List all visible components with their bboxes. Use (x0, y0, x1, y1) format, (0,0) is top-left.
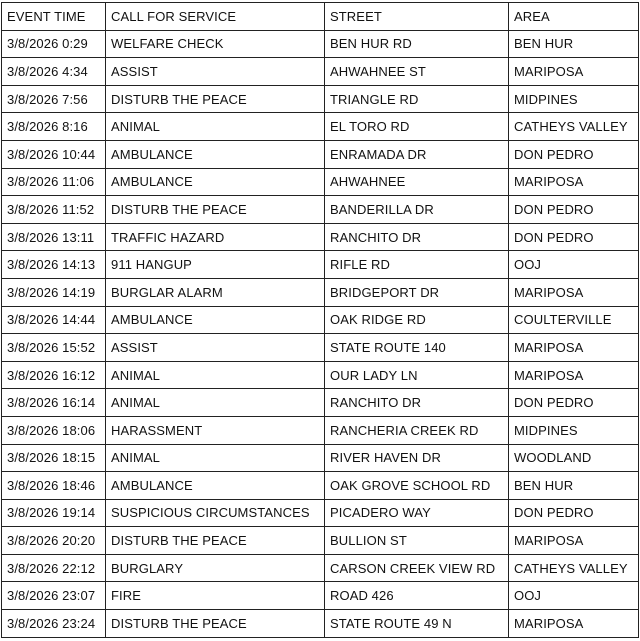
event-time-cell: 3/8/2026 22:12 (2, 554, 106, 582)
area-cell: DON PEDRO (509, 389, 639, 417)
column-header-call-for-service: CALL FOR SERVICE (106, 3, 325, 31)
event-time-cell: 3/8/2026 18:15 (2, 444, 106, 472)
street-cell: OAK RIDGE RD (325, 306, 509, 334)
area-cell: BEN HUR (509, 472, 639, 500)
event-time-cell: 3/8/2026 19:14 (2, 499, 106, 527)
call-type-cell: TRAFFIC HAZARD (106, 223, 325, 251)
street-cell: OUR LADY LN (325, 361, 509, 389)
area-cell: MARIPOSA (509, 361, 639, 389)
header-row (2, 3, 639, 31)
area-cell: DON PEDRO (509, 196, 639, 224)
table-row (2, 223, 639, 251)
area-cell: OOJ (509, 251, 639, 279)
street-cell: BRIDGEPORT DR (325, 278, 509, 306)
table-row (2, 113, 639, 141)
area-cell: CATHEYS VALLEY (509, 554, 639, 582)
call-type-cell: DISTURB THE PEACE (106, 85, 325, 113)
call-type-cell: 911 HANGUP (106, 251, 325, 279)
column-header-area: AREA (509, 3, 639, 31)
area-cell: MARIPOSA (509, 278, 639, 306)
area-cell: MIDPINES (509, 85, 639, 113)
call-type-cell: BURGLARY (106, 554, 325, 582)
call-type-cell: AMBULANCE (106, 472, 325, 500)
table-body (2, 30, 639, 637)
event-time-cell: 3/8/2026 23:07 (2, 582, 106, 610)
area-cell: MARIPOSA (509, 168, 639, 196)
area-cell: COULTERVILLE (509, 306, 639, 334)
call-type-cell: AMBULANCE (106, 306, 325, 334)
table-row (2, 499, 639, 527)
street-cell: ROAD 426 (325, 582, 509, 610)
call-type-cell: ASSIST (106, 334, 325, 362)
street-cell: STATE ROUTE 49 N (325, 610, 509, 638)
area-cell: MARIPOSA (509, 527, 639, 555)
event-time-cell: 3/8/2026 7:56 (2, 85, 106, 113)
table-row (2, 85, 639, 113)
call-type-cell: BURGLAR ALARM (106, 278, 325, 306)
event-time-cell: 3/8/2026 13:11 (2, 223, 106, 251)
call-type-cell: ANIMAL (106, 389, 325, 417)
area-cell: OOJ (509, 582, 639, 610)
table-row (2, 416, 639, 444)
area-cell: DON PEDRO (509, 223, 639, 251)
event-time-cell: 3/8/2026 4:34 (2, 58, 106, 86)
call-type-cell: AMBULANCE (106, 168, 325, 196)
table-row (2, 472, 639, 500)
area-cell: WOODLAND (509, 444, 639, 472)
street-cell: BULLION ST (325, 527, 509, 555)
area-cell: CATHEYS VALLEY (509, 113, 639, 141)
table-row (2, 334, 639, 362)
call-type-cell: WELFARE CHECK (106, 30, 325, 58)
event-time-cell: 3/8/2026 10:44 (2, 140, 106, 168)
street-cell: CARSON CREEK VIEW RD (325, 554, 509, 582)
call-type-cell: ANIMAL (106, 113, 325, 141)
street-cell: BEN HUR RD (325, 30, 509, 58)
table-row (2, 196, 639, 224)
street-cell: RANCHERIA CREEK RD (325, 416, 509, 444)
event-time-cell: 3/8/2026 14:19 (2, 278, 106, 306)
table-row (2, 527, 639, 555)
table-row (2, 58, 639, 86)
street-cell: PICADERO WAY (325, 499, 509, 527)
street-cell: TRIANGLE RD (325, 85, 509, 113)
table-row (2, 30, 639, 58)
call-type-cell: AMBULANCE (106, 140, 325, 168)
event-time-cell: 3/8/2026 15:52 (2, 334, 106, 362)
street-cell: AHWAHNEE ST (325, 58, 509, 86)
table-row (2, 610, 639, 638)
event-time-cell: 3/8/2026 0:29 (2, 30, 106, 58)
street-cell: RANCHITO DR (325, 223, 509, 251)
street-cell: RIVER HAVEN DR (325, 444, 509, 472)
table-row (2, 278, 639, 306)
call-type-cell: SUSPICIOUS CIRCUMSTANCES (106, 499, 325, 527)
column-header-event-time: EVENT TIME (2, 3, 106, 31)
table-row (2, 554, 639, 582)
table-row (2, 140, 639, 168)
area-cell: MARIPOSA (509, 334, 639, 362)
call-type-cell: DISTURB THE PEACE (106, 196, 325, 224)
table-row (2, 582, 639, 610)
table-row (2, 389, 639, 417)
street-cell: RANCHITO DR (325, 389, 509, 417)
call-type-cell: ANIMAL (106, 361, 325, 389)
call-type-cell: DISTURB THE PEACE (106, 527, 325, 555)
area-cell: DON PEDRO (509, 140, 639, 168)
event-time-cell: 3/8/2026 18:06 (2, 416, 106, 444)
call-type-cell: HARASSMENT (106, 416, 325, 444)
event-time-cell: 3/8/2026 16:14 (2, 389, 106, 417)
area-cell: MARIPOSA (509, 610, 639, 638)
event-time-cell: 3/8/2026 16:12 (2, 361, 106, 389)
event-time-cell: 3/8/2026 20:20 (2, 527, 106, 555)
call-log-table (1, 2, 639, 638)
street-cell: AHWAHNEE (325, 168, 509, 196)
call-type-cell: FIRE (106, 582, 325, 610)
area-cell: MARIPOSA (509, 58, 639, 86)
event-time-cell: 3/8/2026 18:46 (2, 472, 106, 500)
event-time-cell: 3/8/2026 14:44 (2, 306, 106, 334)
area-cell: DON PEDRO (509, 499, 639, 527)
table-row (2, 168, 639, 196)
street-cell: BANDERILLA DR (325, 196, 509, 224)
event-time-cell: 3/8/2026 23:24 (2, 610, 106, 638)
street-cell: EL TORO RD (325, 113, 509, 141)
call-type-cell: DISTURB THE PEACE (106, 610, 325, 638)
event-time-cell: 3/8/2026 14:13 (2, 251, 106, 279)
column-header-street: STREET (325, 3, 509, 31)
event-time-cell: 3/8/2026 11:52 (2, 196, 106, 224)
area-cell: BEN HUR (509, 30, 639, 58)
event-time-cell: 3/8/2026 11:06 (2, 168, 106, 196)
call-type-cell: ANIMAL (106, 444, 325, 472)
street-cell: ENRAMADA DR (325, 140, 509, 168)
street-cell: RIFLE RD (325, 251, 509, 279)
table-row (2, 306, 639, 334)
call-type-cell: ASSIST (106, 58, 325, 86)
table-row (2, 251, 639, 279)
table-row (2, 444, 639, 472)
street-cell: OAK GROVE SCHOOL RD (325, 472, 509, 500)
table-row (2, 361, 639, 389)
street-cell: STATE ROUTE 140 (325, 334, 509, 362)
area-cell: MIDPINES (509, 416, 639, 444)
event-time-cell: 3/8/2026 8:16 (2, 113, 106, 141)
